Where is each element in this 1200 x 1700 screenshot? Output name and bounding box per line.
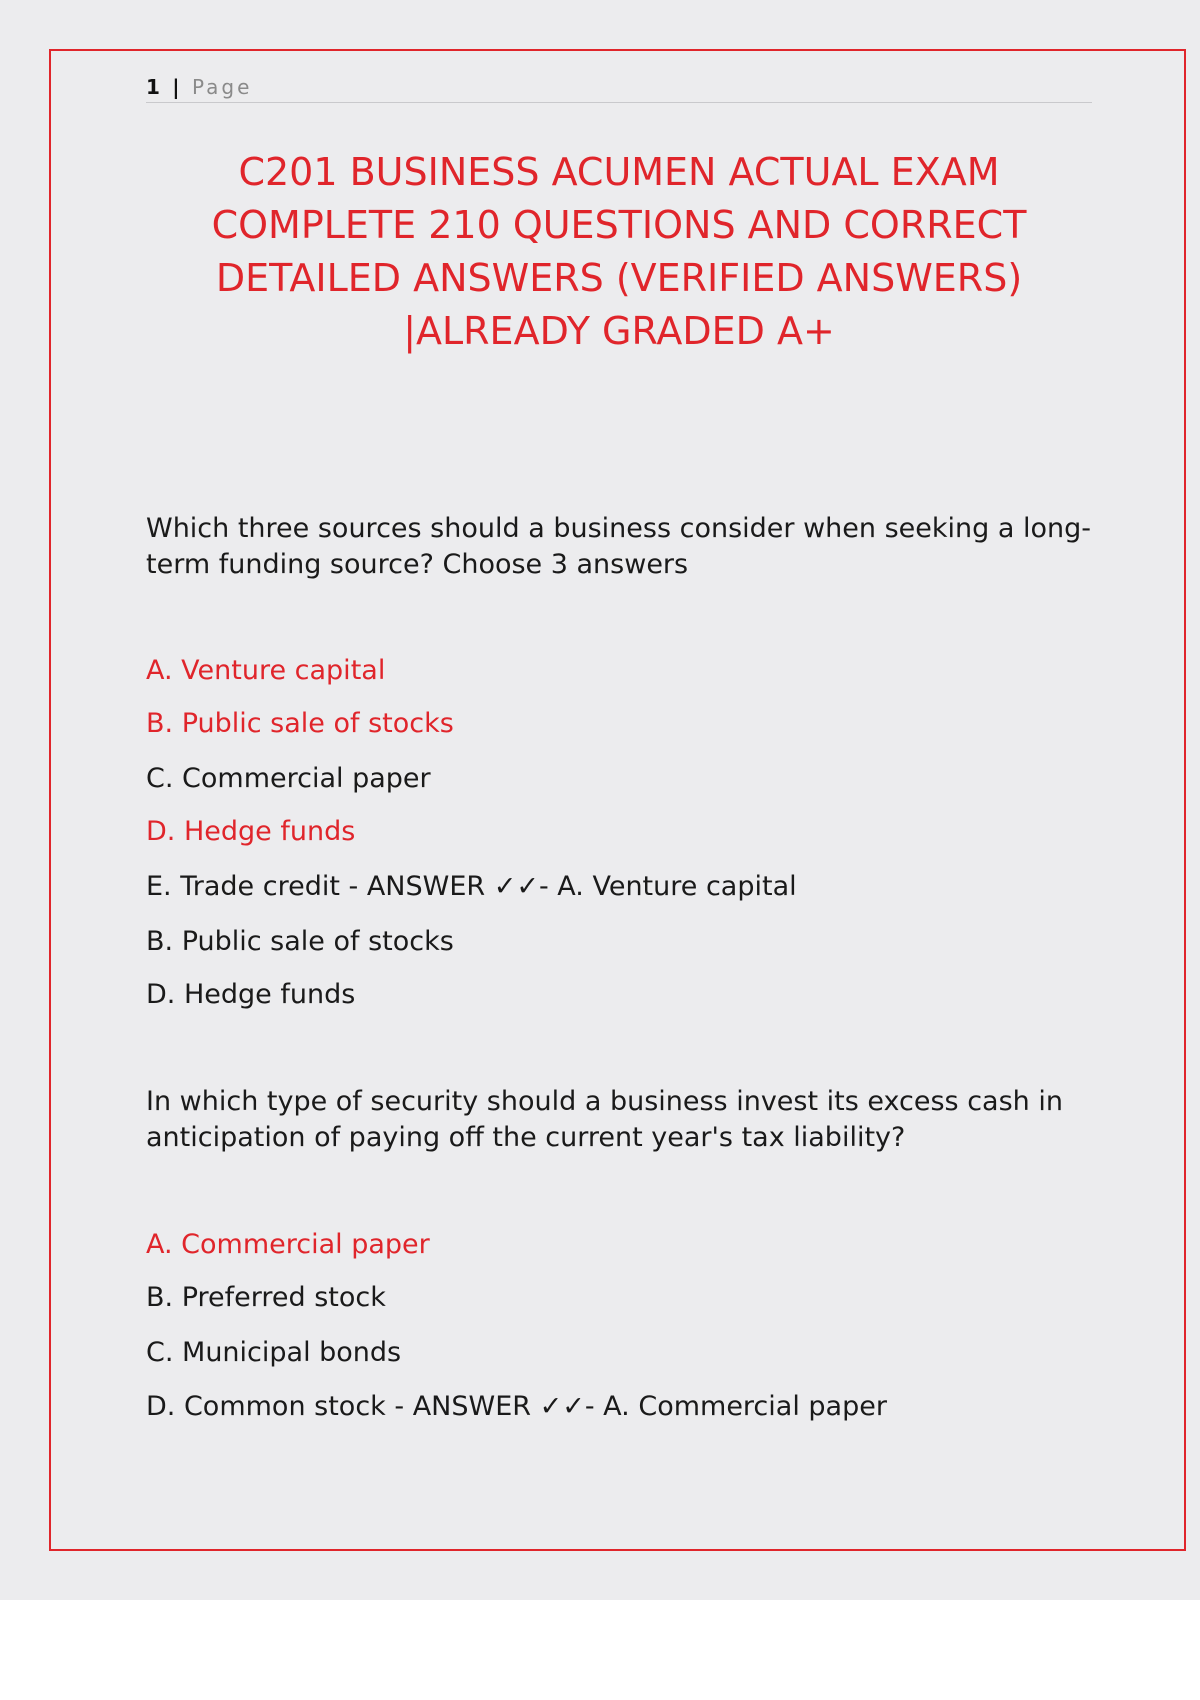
title-line: C201 BUSINESS ACUMEN ACTUAL EXAM xyxy=(238,150,1000,194)
question-1-option-c xyxy=(146,761,1092,797)
question-2-option-a xyxy=(146,1227,1092,1263)
title-line: DETAILED ANSWERS (VERIFIED ANSWERS) xyxy=(215,256,1023,300)
page-header xyxy=(146,72,1092,103)
question-1-option-b xyxy=(146,706,1092,742)
option-item: B. Preferred stock xyxy=(146,1282,386,1313)
question-1-options xyxy=(146,653,1092,689)
answer-line: D. Common stock - ANSWER ✓✓- A. Commercial paper xyxy=(146,1391,887,1422)
page-separator: | xyxy=(172,75,183,99)
question-1-answer xyxy=(146,869,1092,905)
question-2-option-b xyxy=(146,1280,1092,1316)
title-line: COMPLETE 210 QUESTIONS AND CORRECT xyxy=(211,203,1027,247)
question-1-answer-d xyxy=(146,977,1092,1013)
option-item: B. Public sale of stocks xyxy=(146,708,454,739)
title-line: |ALREADY GRADED A+ xyxy=(403,309,835,353)
question-2 xyxy=(146,1084,1092,1156)
option-item: C. Commercial paper xyxy=(146,763,431,794)
option-item: A. Venture capital xyxy=(146,655,386,686)
question-text: Which three sources should a business consider when seeking a long-term funding source? Choose 3 answers xyxy=(146,513,1091,580)
document-title xyxy=(146,146,1092,358)
question-1-option-d xyxy=(146,814,1092,850)
page-label: Page xyxy=(191,75,253,99)
option-item: A. Commercial paper xyxy=(146,1229,430,1260)
page-number: 1 xyxy=(146,75,163,99)
answer-line: E. Trade credit - ANSWER ✓✓- A. Venture capital xyxy=(146,871,797,902)
option-item: C. Municipal bonds xyxy=(146,1337,402,1368)
answer-line: B. Public sale of stocks xyxy=(146,926,454,957)
option-item: D. Hedge funds xyxy=(146,816,356,847)
question-2-answer xyxy=(146,1389,1092,1425)
question-text: In which type of security should a business invest its excess cash in anticipation of paying off the current year's tax liability? xyxy=(146,1086,1063,1153)
answer-line: D. Hedge funds xyxy=(146,979,356,1010)
question-2-option-c xyxy=(146,1335,1092,1371)
question-1-answer-b xyxy=(146,924,1092,960)
question-1 xyxy=(146,511,1092,583)
